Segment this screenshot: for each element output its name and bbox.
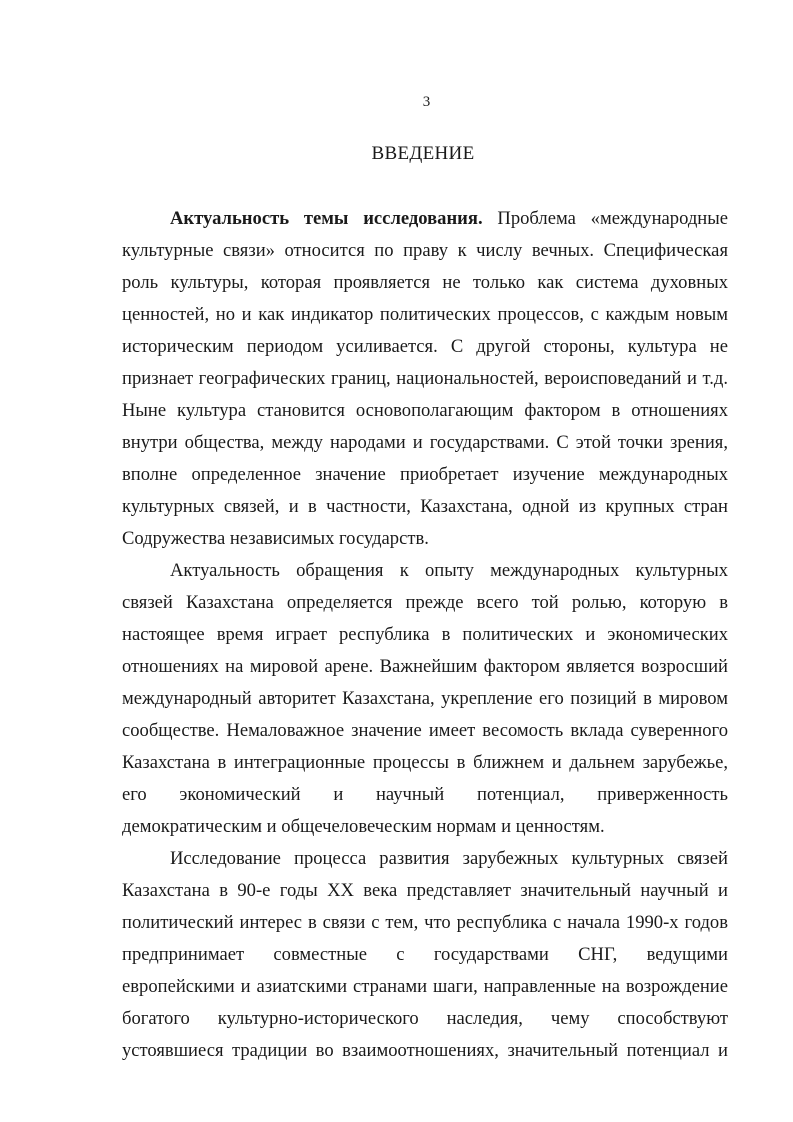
paragraph-line: роль культуры, которая проявляется не только как система духовных <box>122 272 728 293</box>
paragraph-line: вполне определенное значение приобретает изучение международных <box>122 464 728 485</box>
section-title: ВВЕДЕНИЕ <box>371 143 475 164</box>
paragraph-line: культурных связей, и в частности, Казахстана, одной из крупных стран <box>122 496 728 517</box>
paragraph-line: историческим периодом усиливается. С другой стороны, культура не <box>122 336 728 357</box>
paragraph-line: культурные связи» относится по праву к числу вечных. Специфическая <box>122 240 728 261</box>
paragraph-line: Казахстана в 90-е годы XX века представляет значительный научный и <box>122 880 728 901</box>
paragraph-line: Ныне культура становится основополагающим фактором в отношениях <box>122 400 728 421</box>
paragraph-line: Актуальность темы исследования. Проблема «международные <box>170 208 728 229</box>
paragraph-line: его экономический и научный потенциал, приверженность <box>122 784 728 805</box>
paragraph-line: международный авторитет Казахстана, укрепление его позиций в мировом <box>122 688 728 709</box>
paragraph-line: предпринимает совместные с государствами СНГ, ведущими <box>122 944 728 965</box>
paragraph-line: Актуальность обращения к опыту международных культурных <box>170 560 728 581</box>
paragraph-line: сообществе. Немаловажное значение имеет весомость вклада суверенного <box>122 720 728 741</box>
paragraph-line: настоящее время играет республика в политических и экономических <box>122 624 728 645</box>
document-body <box>122 203 728 1067</box>
paragraph-line: демократическим и общечеловеческим нормам и ценностям. <box>122 816 605 837</box>
paragraph-line: ценностей, но и как индикатор политических процессов, с каждым новым <box>122 304 728 325</box>
paragraph-line: связей Казахстана определяется прежде всего той ролью, которую в <box>122 592 728 613</box>
paragraph-line: признает географических границ, национальностей, вероисповеданий и т.д. <box>122 368 728 389</box>
paragraph-line: устоявшиеся традиции во взаимоотношениях, значительный потенциал и <box>122 1040 728 1061</box>
paragraph-line: европейскими и азиатскими странами шаги, направленные на возрождение <box>122 976 728 997</box>
paragraph-line: Содружества независимых государств. <box>122 528 429 549</box>
paragraph-line: Исследование процесса развития зарубежных культурных связей <box>170 848 728 869</box>
paragraph-line: отношениях на мировой арене. Важнейшим фактором является возросший <box>122 656 728 677</box>
paragraph-line: богатого культурно-исторического наследия, чему способствуют <box>122 1008 728 1029</box>
paragraph-line: Казахстана в интеграционные процессы в ближнем и дальнем зарубежье, <box>122 752 728 773</box>
paragraph-line: политический интерес в связи с тем, что республика с начала 1990-х годов <box>122 912 728 933</box>
paragraph-lead: Актуальность темы исследования. <box>170 208 483 229</box>
paragraph-line: внутри общества, между народами и государствами. С этой точки зрения, <box>122 432 728 453</box>
page-number: 3 <box>422 94 431 110</box>
